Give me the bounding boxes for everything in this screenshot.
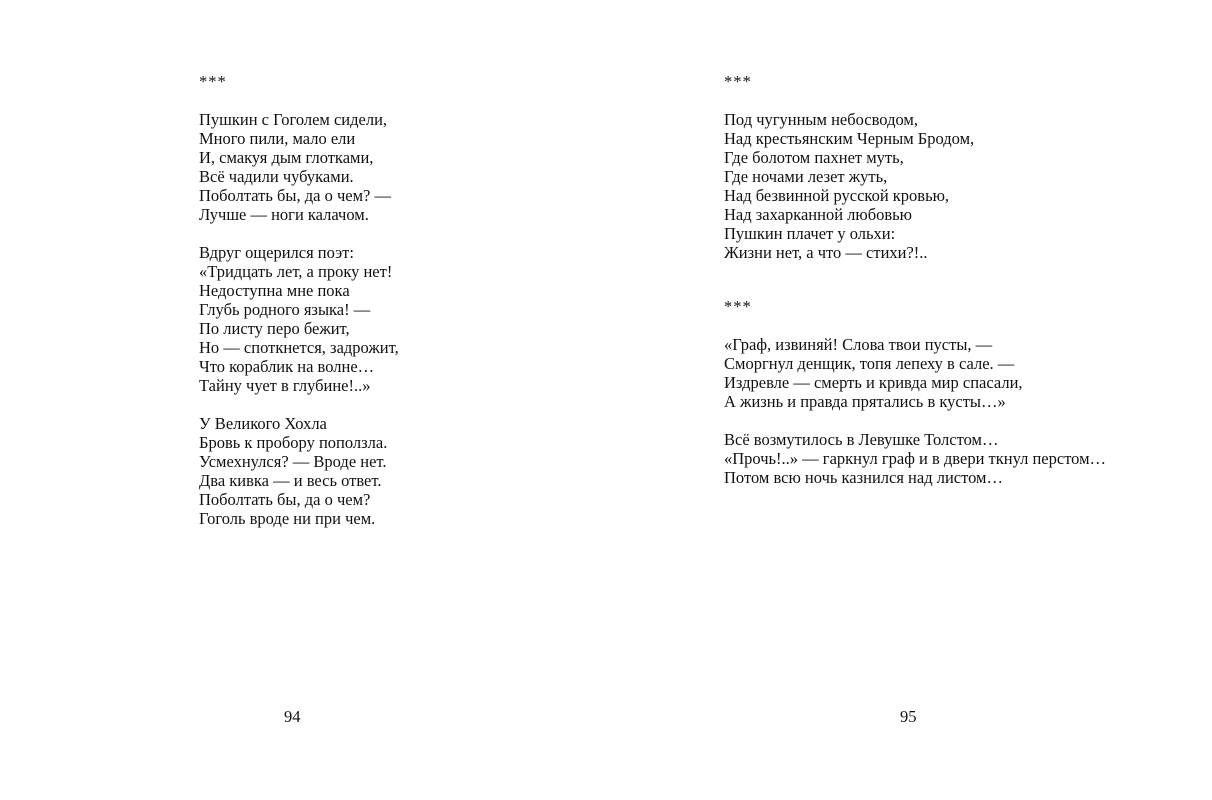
poem-line: Гоголь вроде ни при чем. [199, 509, 376, 528]
poem-line: Всё возмутилось в Левушке Толстом… [724, 430, 999, 449]
poem-line: Поболтать бы, да о чем? [199, 490, 371, 509]
poem-line: Всё чадили чубуками. [199, 167, 354, 186]
poem-line: Недоступна мне пока [199, 281, 350, 300]
poem-line: Над крестьянским Черным Бродом, [724, 129, 975, 148]
stanza-1 [724, 110, 974, 262]
poem-separator: *** [199, 72, 227, 91]
poem-line: Глубь родного языка! — [199, 300, 371, 319]
poem-line: Поболтать бы, да о чем? — [199, 186, 391, 205]
poem-line: «Граф, извиняй! Слова твои пусты, — [724, 335, 993, 354]
poem-line: Усмехнулся? — Вроде нет. [199, 452, 387, 471]
right-page [606, 0, 1212, 800]
poem-line: «Прочь!..» — гаркнул граф и в двери ткнул перстом… [724, 449, 1107, 468]
poem-line: Бровь к пробору поползла. [199, 433, 388, 452]
stanza-3 [199, 414, 399, 528]
stanza-2 [724, 430, 1106, 487]
poem-line: Но — споткнется, задрожит, [199, 338, 399, 357]
poem-line: Под чугунным небосводом, [724, 110, 918, 129]
poem-line: Издревле — смерть и кривда мир спасали, [724, 373, 1023, 392]
poem-line: Тайну чует в глубине!..» [199, 376, 371, 395]
poem-line: По листу перо бежит, [199, 319, 350, 338]
poem-line: Что кораблик на волне… [199, 357, 375, 376]
poem-line: Над захарканной любовью [724, 205, 913, 224]
page-number: 95 [900, 707, 917, 726]
poem-line: Сморгнул денщик, топя лепеху в сале. — [724, 354, 1015, 373]
poem-line: У Великого Хохла [199, 414, 327, 433]
poem-line: А жизнь и правда прятались в кусты…» [724, 392, 1006, 411]
poem-line: И, смакуя дым глотками, [199, 148, 374, 167]
stanza-2 [199, 243, 399, 395]
poem-line: Вдруг ощерился поэт: [199, 243, 354, 262]
poem-line: Пушкин плачет у ольхи: [724, 224, 896, 243]
poem-line: Лучше — ноги калачом. [199, 205, 369, 224]
poem-line: Где ночами лезет жуть, [724, 167, 888, 186]
poem-separator: *** [724, 72, 752, 91]
poem-line: Где болотом пахнет муть, [724, 148, 904, 167]
poem-line: Много пили, мало ели [199, 129, 356, 148]
poem-line: «Тридцать лет, а проку нет! [199, 262, 393, 281]
poem-separator: *** [724, 297, 752, 316]
poem-pushkin-gogol [199, 72, 399, 528]
poem-line: Жизни нет, а что — стихи?!.. [724, 243, 928, 262]
stanza-1 [724, 335, 1106, 411]
poem-line: Потом всю ночь казнился над листом… [724, 468, 1003, 487]
stanza-1 [199, 110, 399, 224]
page-number: 94 [284, 707, 301, 726]
poem-cast-iron-sky [724, 72, 974, 262]
poem-line: Над безвинной русской кровью, [724, 186, 950, 205]
poem-line: Два кивка — и весь ответ. [199, 471, 382, 490]
poem-line: Пушкин с Гоголем сидели, [199, 110, 388, 129]
poem-tolstoy [724, 297, 1106, 487]
